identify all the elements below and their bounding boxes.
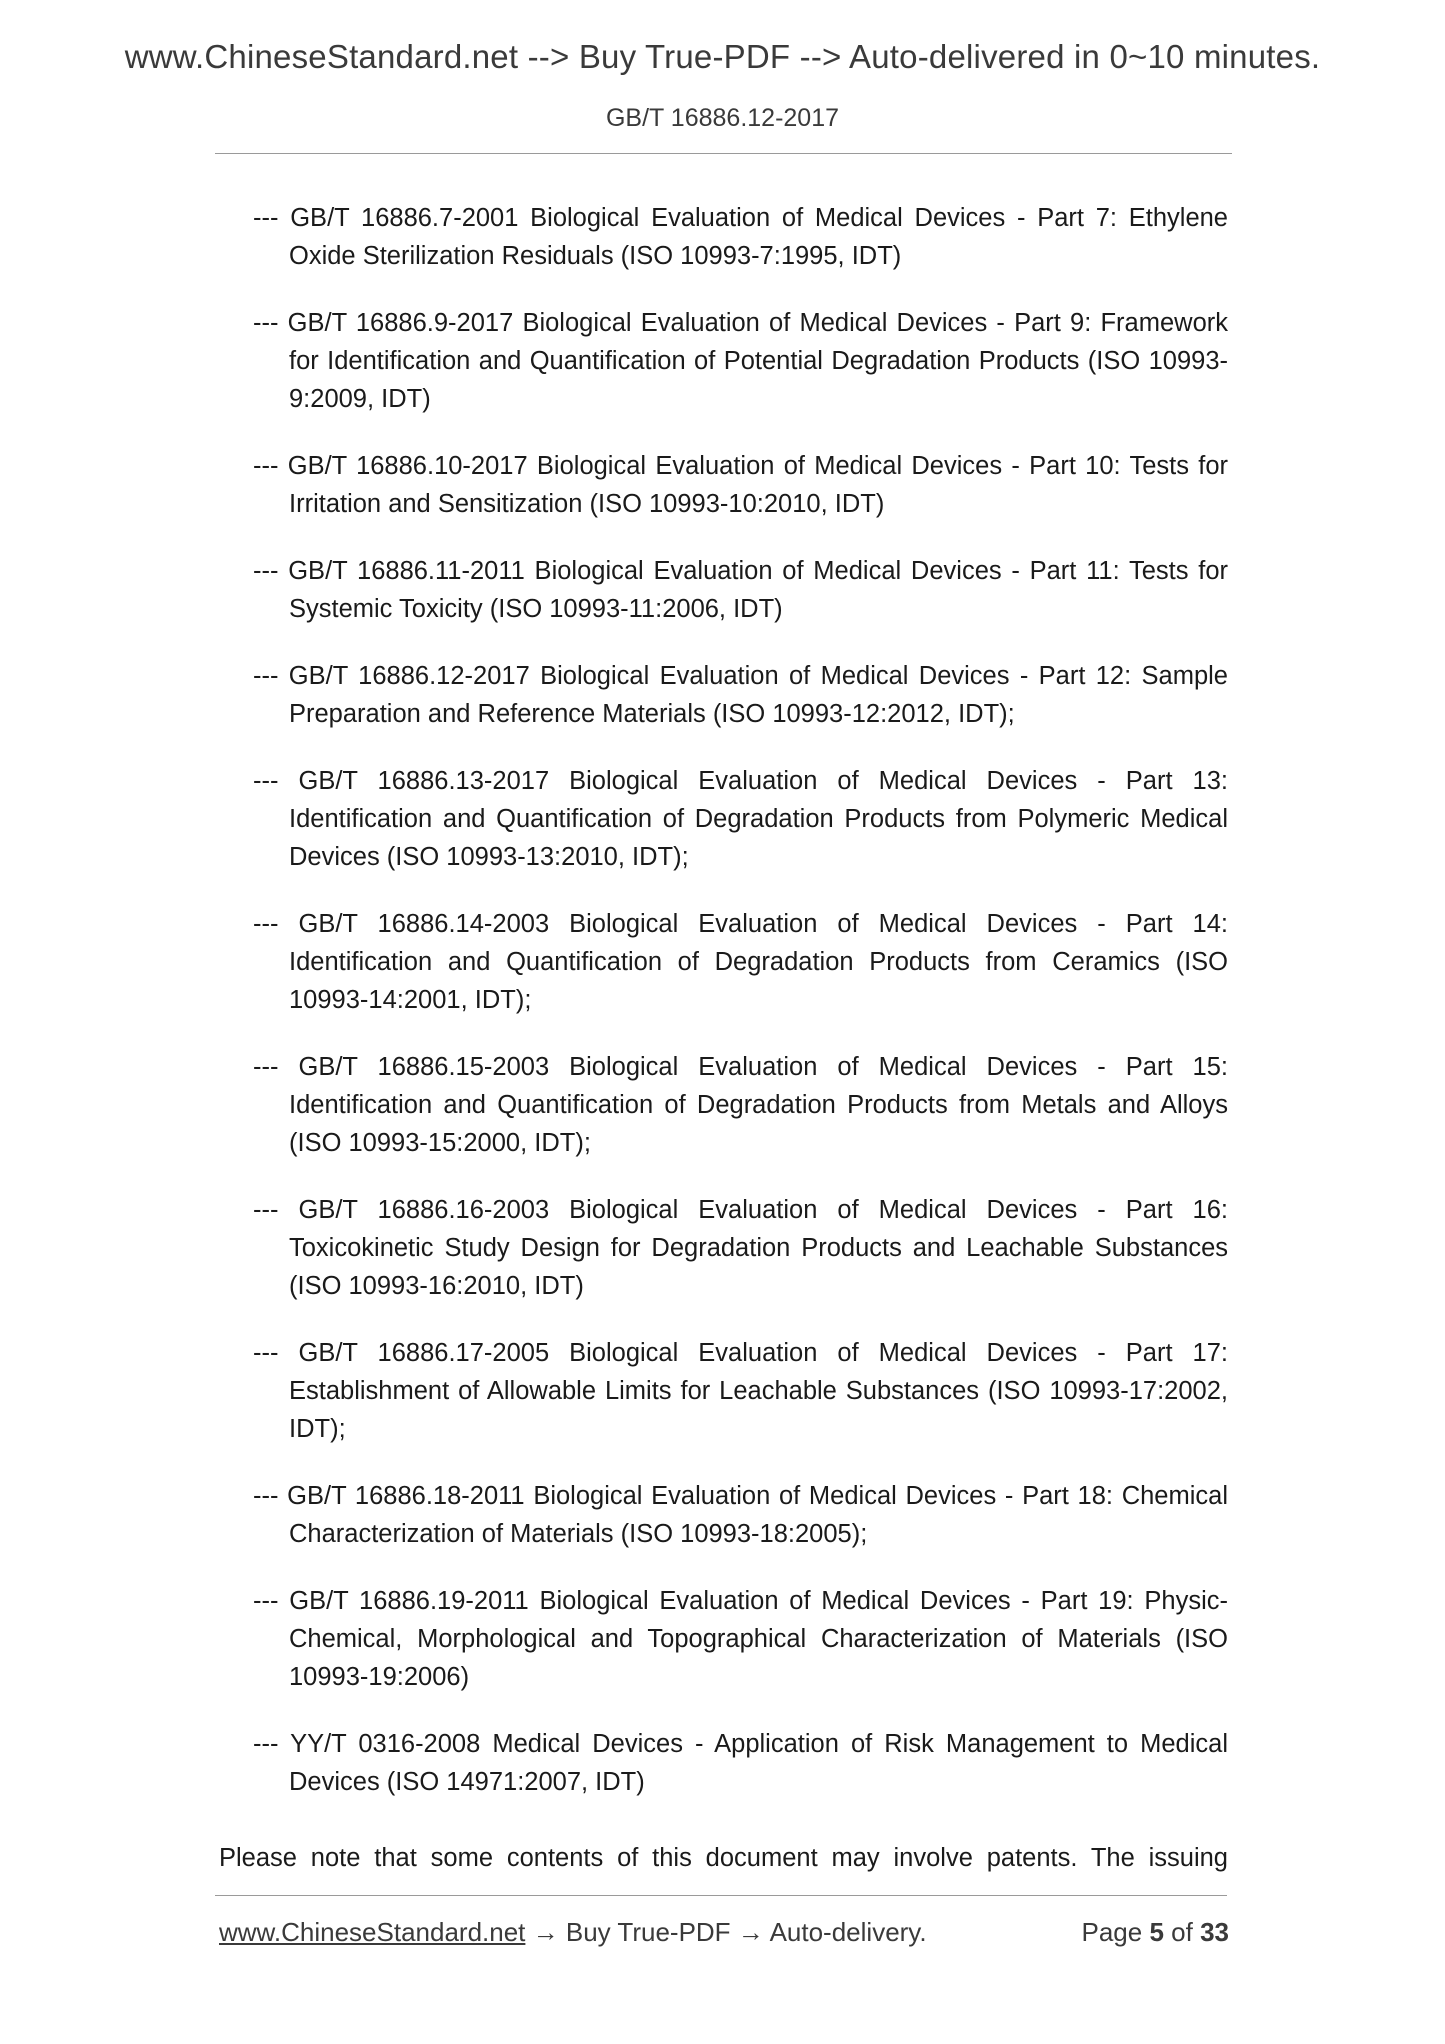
closing-paragraph: Please note that some contents of this document may involve patents. The issuing: [219, 1844, 1228, 1872]
page-footer: [219, 1917, 1229, 1948]
list-item: --- GB/T 16886.16-2003 Biological Evaluation of Medical Devices - Part 16: Toxicokinetic Study Design for Degradation Products and Leachable Substances (ISO 10993-16:2010, IDT): [253, 1196, 1228, 1300]
document-code: GB/T 16886.12-2017: [605, 104, 840, 132]
list-item: --- GB/T 16886.11-2011 Biological Evaluation of Medical Devices - Part 11: Tests for Systemic Toxicity (ISO 10993-11:2006, IDT): [253, 557, 1228, 623]
list-item: --- YY/T 0316-2008 Medical Devices - Application of Risk Management to Medical Devices (ISO 14971:2007, IDT): [253, 1730, 1228, 1796]
list-item: --- GB/T 16886.17-2005 Biological Evaluation of Medical Devices - Part 17: Establishment of Allowable Limits for Leachable Substances (ISO 10993-17:2002, IDT);: [253, 1339, 1228, 1443]
standards-list: [253, 199, 1228, 1830]
list-item: --- GB/T 16886.9-2017 Biological Evaluation of Medical Devices - Part 9: Framework for Identification and Quantification of Potential Degradation Products (ISO 10993-9:2009, IDT): [253, 309, 1228, 413]
list-item: --- GB/T 16886.18-2011 Biological Evaluation of Medical Devices - Part 18: Chemical Characterization of Materials (ISO 10993-18:2005);: [253, 1482, 1228, 1548]
header-divider: [215, 153, 1232, 154]
list-item: --- GB/T 16886.7-2001 Biological Evaluation of Medical Devices - Part 7: Ethylene Oxide Sterilization Residuals (ISO 10993-7:1995, IDT): [253, 204, 1228, 270]
list-item: --- GB/T 16886.13-2017 Biological Evaluation of Medical Devices - Part 13: Identification and Quantification of Degradation Products from Polymeric Medical Devices (ISO 10993-13:2010, IDT);: [253, 767, 1228, 871]
page-current: 5: [1149, 1917, 1164, 1947]
page-indicator: [1081, 1917, 1229, 1948]
list-item: --- GB/T 16886.14-2003 Biological Evaluation of Medical Devices - Part 14: Identification and Quantification of Degradation Products from Ceramics (ISO 10993-14:2001, IDT);: [253, 910, 1228, 1014]
list-item: --- GB/T 16886.12-2017 Biological Evaluation of Medical Devices - Part 12: Sample Preparation and Reference Materials (ISO 10993-12:2012, IDT);: [253, 662, 1228, 728]
list-item: --- GB/T 16886.19-2011 Biological Evaluation of Medical Devices - Part 19: Physic-Chemical, Morphological and Topographical Characterization of Materials (ISO 10993-19:2006): [253, 1587, 1228, 1691]
page-total: 33: [1200, 1917, 1229, 1947]
footer-tagline: → Buy True-PDF → Auto-delivery.: [525, 1917, 927, 1947]
footer-left: [219, 1917, 927, 1948]
page-of-label: of: [1171, 1917, 1193, 1947]
footer-divider: [215, 1895, 1227, 1896]
top-banner: www.ChineseStandard.net --> Buy True-PDF --> Auto-delivered in 0~10 minutes.: [124, 38, 1321, 75]
page-label: Page: [1081, 1917, 1143, 1947]
list-item: --- GB/T 16886.10-2017 Biological Evaluation of Medical Devices - Part 10: Tests for Irritation and Sensitization (ISO 10993-10:2010, IDT): [253, 452, 1228, 518]
website-link[interactable]: www.ChineseStandard.net: [219, 1917, 526, 1947]
list-item: --- GB/T 16886.15-2003 Biological Evaluation of Medical Devices - Part 15: Identification and Quantification of Degradation Products from Metals and Alloys (ISO 10993-15:2000, IDT);: [253, 1053, 1228, 1157]
